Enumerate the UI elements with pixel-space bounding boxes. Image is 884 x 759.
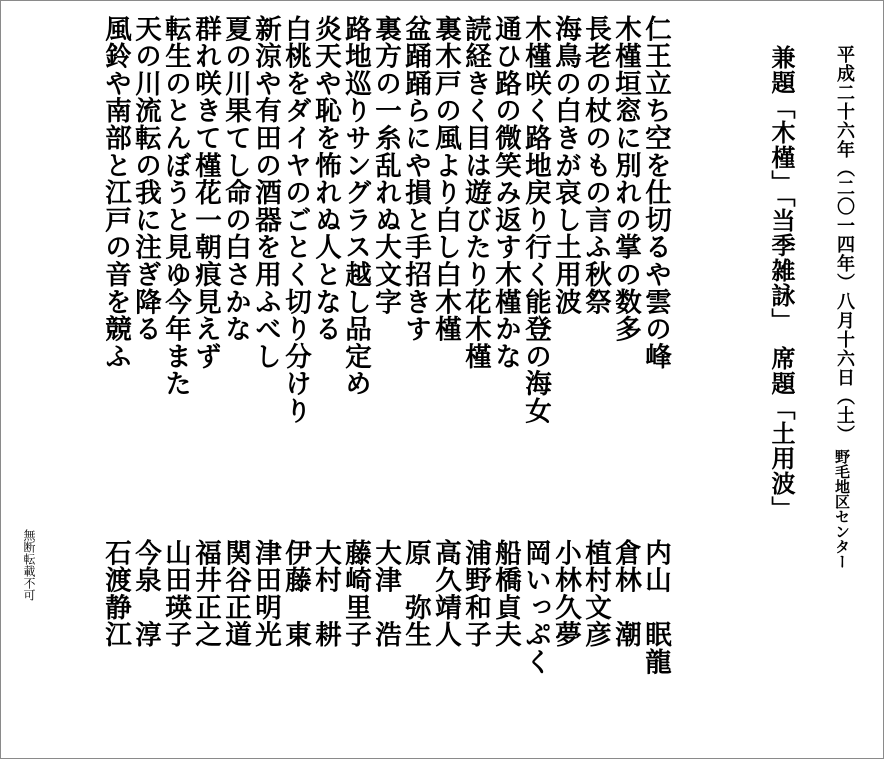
verse: 天の川流転の我に注ぎ降る [130, 15, 161, 343]
verse: 路地巡りサングラス越し品定め [340, 15, 371, 398]
verse: 長老の杖のもの言ふ秋祭 [580, 15, 611, 316]
author-name: 高久靖人 [430, 539, 461, 649]
author-name: 浦野和子 [460, 539, 491, 649]
verse: 転生のとんぼうと見ゆ今年また [160, 15, 191, 398]
author-name: 植村文彦 [580, 539, 611, 649]
verse: 盆踊踊らにや損と手招きす [400, 15, 431, 343]
author-name: 関谷正道 [220, 539, 251, 649]
author-name: 山田瑛子 [160, 539, 191, 649]
author-name: 今泉 淳 [130, 539, 161, 649]
author-name: 石渡静江 [100, 539, 131, 649]
verse: 裏方の一糸乱れぬ大文字 [370, 15, 401, 316]
verse: 裏木戸の風より白し白木槿 [430, 15, 461, 343]
verse: 炎天や恥を怖れぬ人となる [310, 15, 341, 343]
verse: 読経きく目は遊びたり花木槿 [460, 15, 491, 370]
author-name: 小林久夢 [550, 539, 581, 649]
verse: 海鳥の白きが哀し土用波 [550, 15, 581, 316]
copyright-notice: 無断転載不可 [22, 529, 36, 601]
author-name: 船橋貞夫 [490, 539, 521, 649]
author-name: 内山 眠龍 [640, 539, 671, 676]
author-name: 津田明光 [250, 539, 281, 649]
author-name: 原 弥生 [400, 539, 431, 649]
verse: 風鈴や南部と江戸の音を競ふ [100, 15, 131, 370]
author-name: 伊藤 東 [280, 539, 311, 649]
verse: 夏の川果てし命の白さかな [220, 15, 251, 343]
author-name: 岡いっぷく [520, 539, 551, 676]
verse: 仁王立ち空を仕切るや雲の峰 [640, 15, 671, 370]
verse: 木槿咲く路地戻り行く能登の海女 [520, 15, 551, 425]
meeting-venue: 野毛地区センター [833, 449, 851, 569]
author-name: 大津 浩 [370, 539, 401, 649]
author-name: 倉林 潮 [610, 539, 641, 649]
verse: 白桃をダイヤのごとく切り分けり [280, 15, 311, 425]
meeting-date: 平成二十六年（二〇一四年）八月十六日（土） [834, 45, 855, 444]
verse: 通ひ路の微笑み返す木槿かな [490, 15, 521, 370]
author-name: 大村 耕 [310, 539, 341, 649]
meeting-themes: 兼題「木槿」「当季雑詠」 席題「土用波」 [767, 45, 796, 521]
author-name: 福井正之 [190, 539, 221, 649]
verse: 新涼や有田の酒器を用ふべし [250, 15, 281, 370]
verse: 木槿垣窓に別れの掌の数多 [610, 15, 641, 343]
author-name: 藤崎里子 [340, 539, 371, 649]
verse: 群れ咲きて槿花一朝痕見えず [190, 15, 221, 370]
